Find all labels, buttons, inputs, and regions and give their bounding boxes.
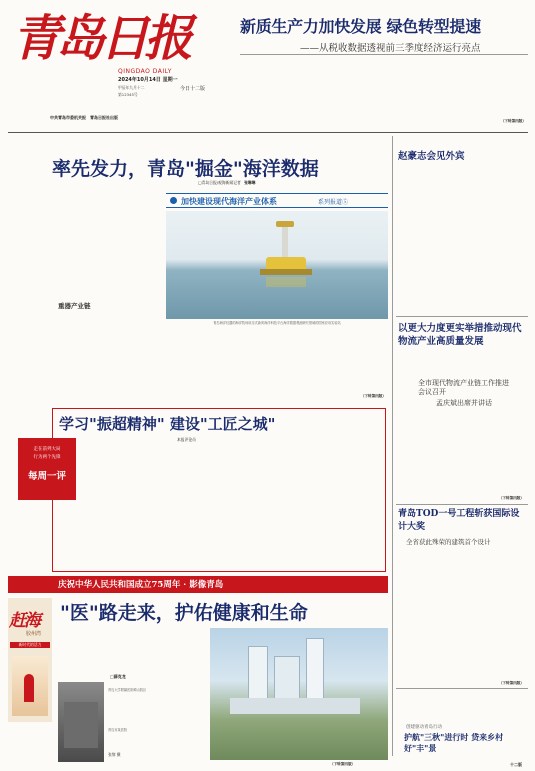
photo-caption: 青岛海洋仪器的海洋牧场用浮式新风海洋科技平台海洋数据观测研究领域的国家应用实验站	[213, 321, 341, 325]
commentary-author: 本报评论员	[177, 437, 196, 442]
top-story-headline[interactable]: 新质生产力加快发展 绿色转型提速	[240, 17, 481, 36]
feature-photographer: □薛克龙	[110, 674, 126, 679]
feature-photo-hospital	[210, 628, 388, 760]
newspaper-logo: 青岛日报	[12, 9, 189, 67]
top-story-col1	[240, 58, 304, 118]
lunar-line: 甲辰年九月十二	[118, 85, 145, 90]
main-story-col6	[300, 334, 388, 396]
date-line: 2024年10月14日 星期一	[118, 77, 178, 83]
platform-reflection	[266, 277, 306, 287]
main-story-col3	[8, 334, 100, 402]
main-story-col5	[204, 334, 294, 402]
platform-cap	[276, 221, 294, 227]
main-story-headline[interactable]: 率先发力，青岛"掘金"海洋数据	[52, 158, 319, 180]
masthead	[10, 8, 240, 128]
masthead-meta	[30, 70, 112, 98]
sidebar-item-1-text	[396, 164, 528, 314]
pull-quote: 重器产业链	[58, 302, 91, 310]
byline-org: □青岛日报/观海新闻记者	[198, 180, 241, 185]
hospital-tower-3	[306, 638, 324, 706]
commentary-col2	[125, 443, 189, 569]
byline-name: 张琳琳	[244, 180, 256, 185]
platform-deck	[260, 269, 312, 275]
feature-side-caption: 新时代的活力	[10, 642, 50, 648]
feature-credit: 张黎 摄	[108, 752, 121, 757]
feature-banner	[8, 576, 388, 593]
sidebar-item-4-title[interactable]: 护航"三秋"进行时 贷来乡村好"丰"景	[404, 732, 504, 753]
badge-mid: 行为两个先锋	[33, 455, 61, 460]
sidebar-item-4-page: 十二版	[510, 762, 522, 767]
hospital-wing	[230, 698, 360, 714]
feature-photo-old	[58, 682, 104, 762]
commentary-col1	[57, 509, 121, 569]
top-story-col3	[380, 58, 444, 118]
feature-continue: （下转第四版）	[330, 762, 356, 766]
sidebar-item-1-title[interactable]: 赵豪志会见外宾	[398, 151, 465, 162]
feature-banner-text[interactable]: 庆祝中华人民共和国成立75周年 · 影像青岛	[58, 580, 224, 590]
badge-top: 走在前列大局	[33, 447, 61, 452]
sidebar-item-2-title[interactable]: 以更大力度更实举措推动现代物流产业高质量发展	[398, 323, 522, 347]
sidebar-item-3-sub: 全省获此殊荣的建筑首个设计	[406, 538, 491, 546]
publisher-line: 中共青岛市委机关报 青岛日报社出版	[50, 115, 118, 120]
main-story-byline	[198, 180, 255, 186]
badge-title: 每周一评	[27, 471, 66, 482]
main-story	[8, 136, 388, 404]
series-banner-icon	[170, 197, 177, 204]
main-story-photo	[166, 211, 388, 319]
feature-side-panel	[8, 598, 52, 722]
hospital-tower-1	[248, 646, 268, 706]
top-story	[240, 8, 528, 128]
sidebar-item-2-sub: 全市现代物流产业链工作推进会议召开	[418, 379, 509, 396]
feature-caption-1: 青岛大学附属医院崂山院区	[108, 688, 147, 692]
feature-caption-2: 青岛市某医院	[108, 728, 128, 732]
right-sidebar	[396, 136, 528, 767]
sidebar-item-3-continue: （下转第四版）	[498, 681, 524, 685]
top-story-continue: （下转第四版）	[500, 119, 526, 123]
series-banner	[166, 193, 388, 208]
top-story-col2	[310, 58, 374, 118]
top-story-col4	[450, 58, 528, 118]
sidebar-item-3-text	[396, 558, 528, 678]
commentary-col3	[193, 443, 257, 569]
english-name: QINGDAO DAILY	[118, 68, 172, 75]
commentary-headline[interactable]: 学习"振超精神" 建设"工匠之城"	[59, 415, 276, 433]
series-banner-sub: 系列报道⑤	[318, 199, 349, 206]
sidebar-item-4-sub: 创建驱动青岛行动	[406, 725, 442, 730]
main-story-col2	[86, 194, 160, 294]
commentary-badge	[18, 438, 76, 500]
feature-headline[interactable]: "医"路走来，护佑健康和生命	[60, 602, 308, 624]
feature-text	[58, 630, 208, 676]
sidebar-item-2-text	[396, 412, 528, 490]
old-building	[64, 702, 98, 748]
main-story-col4	[106, 334, 198, 402]
commentary-col4	[261, 443, 321, 569]
feature-side-sub: 胶州湾	[26, 631, 42, 637]
main-story-continue: （下转第四版）	[360, 394, 386, 398]
commentary-box	[52, 408, 386, 572]
series-banner-title[interactable]: 加快建设现代海洋产业体系	[181, 196, 277, 206]
edition-count: 今日十二版	[180, 86, 206, 92]
platform-tower	[282, 225, 288, 259]
sidebar-item-2-continue: （下转第四版）	[498, 496, 524, 500]
feature-side-title: 赶海	[9, 611, 39, 631]
top-story-subheadline: ——从税收数据透视前三季度经济运行亮点	[300, 43, 481, 54]
sidebar-item-3-title[interactable]: 青岛TOD一号工程斩获国际设计大奖	[398, 509, 520, 532]
commentary-col5	[325, 443, 383, 569]
feature-side-illustration	[12, 656, 48, 716]
illustration-figure	[24, 674, 34, 702]
issue-number: 第12345号	[118, 92, 138, 97]
sidebar-item-2-person: 孟庆斌出席并讲话	[436, 399, 492, 407]
